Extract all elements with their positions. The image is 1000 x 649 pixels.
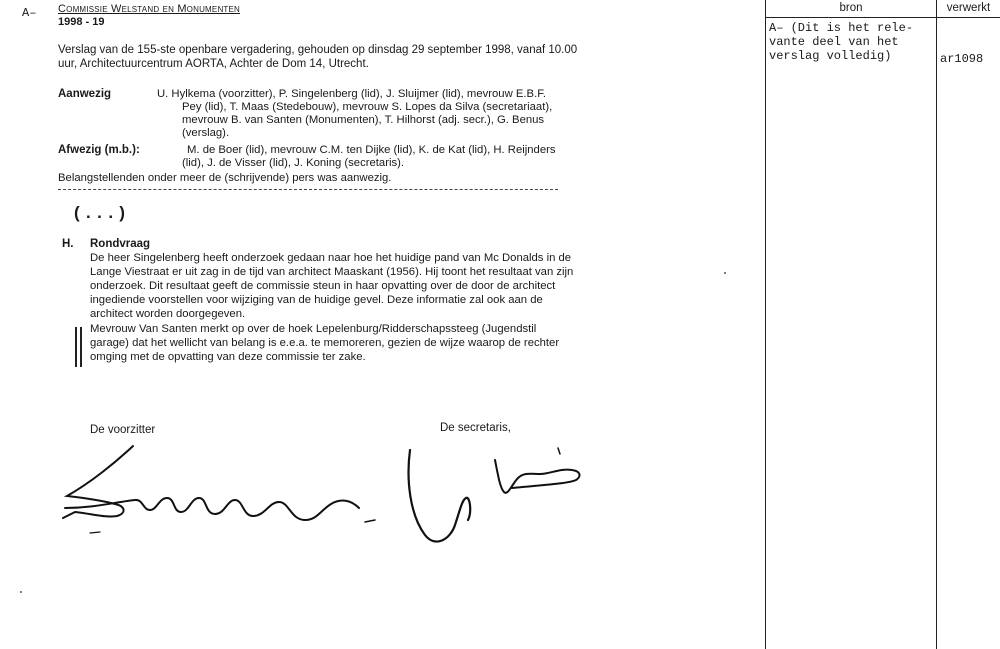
absent-line: (lid), J. de Visser (lid), J. Koning (secretaris). — [182, 157, 405, 169]
chair-label: De voorzitter — [90, 424, 156, 436]
interested-parties: Belangstellenden onder meer de (schrijvende) pers was aanwezig. — [58, 172, 392, 184]
meeting-intro: Verslag van de 155-ste openbare vergadering, gehouden op dinsdag 29 september 1998, vanaf 10.00 uur, Architectuurcentrum AORTA, Achter de Dom 14, Utrecht. — [58, 44, 578, 70]
chair-signature — [55, 438, 385, 548]
section-title: Rondvraag — [90, 238, 151, 250]
source-note — [769, 21, 939, 63]
paragraph-line: onderzoek. Dit resultaat geeft de commissie steun in haar opvatting over de door de architect — [90, 280, 556, 292]
paragraph-line: Mevrouw Van Santen merkt op over de hoek Lepelenburg/Ridderschapssteeg (Jugendstil — [90, 323, 537, 335]
secretary-signature — [400, 440, 600, 550]
paragraph-line: Lange Viestraat er uit zag in de tijd van architect Maaskant (1956). Hij toont het resultaat van zijn — [90, 266, 574, 278]
paragraph-line: ingediende voorstellen voor wijziging van de huidige gevel. Deze informatie zal ook aan de — [90, 294, 543, 306]
paragraph-line: architect worden doorgegeven. — [90, 308, 246, 320]
dashed-divider — [58, 189, 558, 190]
column-header-verwerkt: verwerkt — [946, 2, 991, 14]
scan-speck — [20, 591, 22, 593]
source-note-line: vante deel van het — [769, 35, 899, 49]
change-bar — [80, 327, 82, 367]
column-border — [765, 0, 766, 649]
present-line: mevrouw B. van Santen (Monumenten), T. Hilhorst (adj. secr.), G. Benus — [182, 114, 545, 126]
paragraph-line: garage) dat het wellicht van belang is e.e.a. te memoreren, gezien de wijze waarop de rechter — [90, 337, 560, 349]
secretary-label: De secretaris, — [440, 422, 511, 434]
margin-mark: A– — [22, 6, 37, 20]
document-number: 1998 - 19 — [58, 16, 105, 28]
column-border — [936, 0, 937, 649]
omission-marker: (...) — [72, 205, 129, 224]
header-border — [765, 17, 1000, 18]
paragraph-line: De heer Singelenberg heeft onderzoek gedaan naar hoe het huidige pand van Mc Donalds in de — [90, 252, 572, 264]
change-bar — [75, 327, 77, 367]
source-note-line: verslag volledig) — [769, 49, 892, 63]
absent-label: Afwezig (m.b.): — [58, 144, 140, 156]
present-line: (verslag). — [182, 127, 230, 139]
section-letter: H. — [62, 238, 74, 250]
column-header-bron: bron — [839, 2, 863, 14]
absent-line: M. de Boer (lid), mevrouw C.M. ten Dijke (lid), K. de Kat (lid), H. Reijnders — [187, 144, 556, 156]
paragraph-line: omging met de opvatting van deze commissie ter zake. — [90, 351, 366, 363]
scan-speck — [724, 272, 726, 274]
source-note-line: A– (Dit is het rele- — [769, 21, 914, 35]
present-label: Aanwezig — [58, 88, 112, 100]
present-line: Pey (lid), T. Maas (Stedebouw), mevrouw S. Lopes da Silva (secretariaat), — [182, 101, 553, 113]
processed-code: ar1098 — [940, 52, 984, 66]
present-line: U. Hylkema (voorzitter), P. Singelenberg (lid), J. Sluijmer (lid), mevrouw E.B.F. — [157, 88, 547, 100]
document-title: Commissie Welstand en Monumenten — [58, 3, 241, 15]
